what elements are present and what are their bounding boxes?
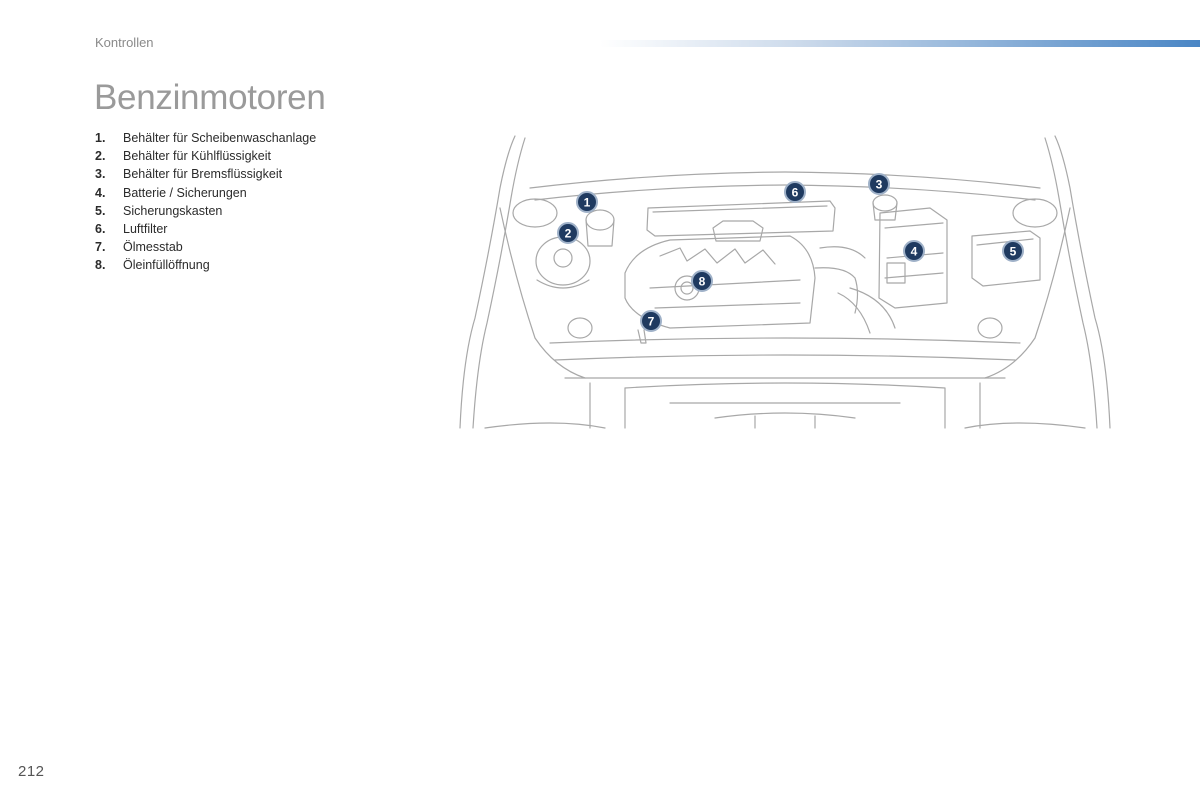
legend-number: 5. bbox=[95, 203, 106, 218]
legend-label: Behälter für Kühlflüssigkeit bbox=[123, 149, 271, 164]
marker-6 bbox=[785, 182, 805, 202]
marker-2 bbox=[558, 223, 578, 243]
marker-5 bbox=[1003, 241, 1023, 261]
page-number: 212 bbox=[18, 763, 45, 780]
legend-item bbox=[95, 220, 316, 238]
car-body-outline bbox=[460, 136, 1110, 428]
svg-text:5: 5 bbox=[1009, 244, 1017, 259]
legend-number: 6. bbox=[95, 222, 106, 237]
section-label: Kontrollen bbox=[95, 35, 154, 50]
legend-label: Behälter für Bremsflüssigkeit bbox=[123, 167, 283, 182]
engine-block bbox=[625, 201, 895, 343]
legend-label: Luftfilter bbox=[123, 222, 168, 237]
legend-item bbox=[95, 129, 316, 147]
legend-label: Batterie / Sicherungen bbox=[123, 185, 247, 200]
marker-3 bbox=[869, 174, 889, 194]
legend-item bbox=[95, 238, 316, 256]
legend-label: Sicherungskasten bbox=[123, 203, 223, 218]
legend-number: 2. bbox=[95, 149, 106, 164]
svg-text:2: 2 bbox=[564, 226, 572, 241]
svg-text:1: 1 bbox=[583, 195, 591, 210]
legend-item bbox=[95, 184, 316, 202]
svg-text:4: 4 bbox=[910, 244, 918, 259]
svg-text:8: 8 bbox=[698, 274, 706, 289]
svg-text:3: 3 bbox=[875, 177, 883, 192]
legend-label: Öleinfüllöffnung bbox=[123, 258, 210, 273]
svg-text:6: 6 bbox=[791, 185, 799, 200]
marker-7 bbox=[641, 311, 661, 331]
reservoirs bbox=[536, 210, 614, 288]
legend-item bbox=[95, 165, 316, 183]
legend-label: Ölmesstab bbox=[123, 240, 183, 255]
page-title: Benzinmotoren bbox=[94, 78, 326, 117]
legend-number: 3. bbox=[95, 167, 106, 182]
legend-number: 4. bbox=[95, 185, 106, 200]
callout-markers bbox=[558, 174, 1023, 331]
header-bar bbox=[600, 40, 1200, 47]
svg-text:7: 7 bbox=[647, 314, 655, 329]
legend-item bbox=[95, 256, 316, 274]
legend-number: 8. bbox=[95, 258, 106, 273]
engine-bay-illustration bbox=[455, 128, 1115, 433]
legend-item bbox=[95, 147, 316, 165]
marker-4 bbox=[904, 241, 924, 261]
legend-list bbox=[95, 129, 316, 275]
legend-label: Behälter für Scheibenwaschanlage bbox=[123, 131, 317, 145]
legend-number: 7. bbox=[95, 240, 106, 255]
legend-number: 1. bbox=[95, 131, 106, 145]
marker-1 bbox=[577, 192, 597, 212]
legend-item bbox=[95, 202, 316, 220]
marker-8 bbox=[692, 271, 712, 291]
